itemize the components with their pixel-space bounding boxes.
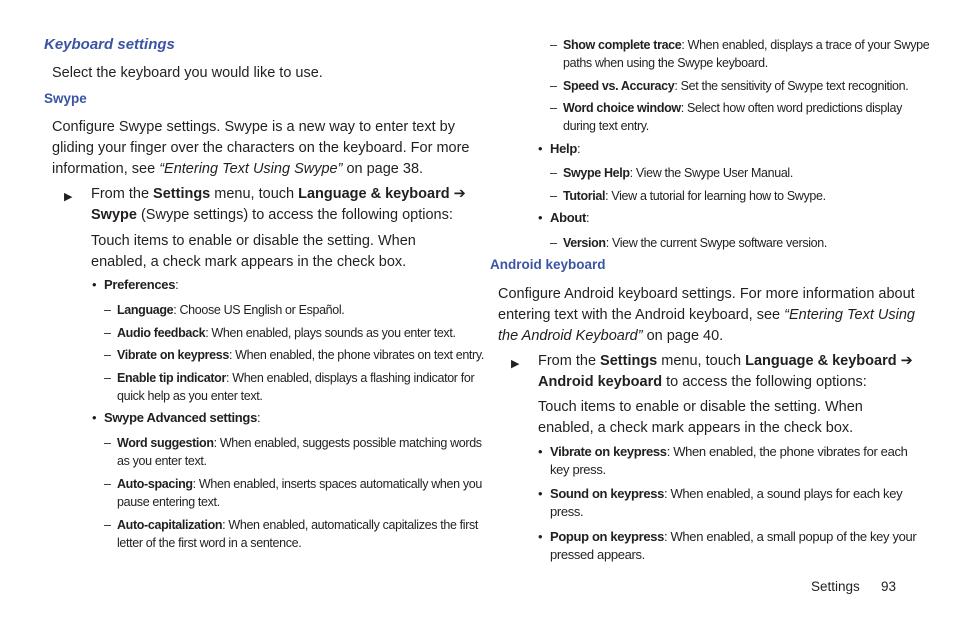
- option-vibrate-keypress: Vibrate on keypress: When enabled, the phone vibrates for each key press.: [550, 444, 908, 477]
- dash-icon: –: [104, 436, 111, 450]
- option-tip-indicator: Enable tip indicator: When enabled, displays a flashing indicator for quick help as you enter text.: [117, 371, 475, 403]
- bullet-icon: •: [538, 529, 543, 544]
- android-link[interactable]: “Entering Text Using: [784, 307, 915, 323]
- preferences-item: Preferences:: [104, 277, 179, 292]
- option-swype-help: Swype Help: View the Swype User Manual.: [563, 166, 793, 180]
- dash-icon: –: [550, 166, 557, 180]
- dash-icon: –: [104, 326, 111, 340]
- section-title: Keyboard settings: [44, 36, 175, 53]
- advanced-settings-item: Swype Advanced settings:: [104, 410, 261, 425]
- bullet-icon: •: [538, 210, 543, 225]
- dash-icon: –: [104, 348, 111, 362]
- android-paragraph: Configure Android keyboard settings. For more information about entering text with the Android keyboard, see “Entering Text Using the Android Keyboard” on page 40.: [498, 286, 915, 344]
- option-audio-feedback: Audio feedback: When enabled, plays sounds as you enter text.: [117, 326, 456, 340]
- swype-touch-note: Touch items to enable or disable the setting. When enabled, a check mark appears in the check box.: [91, 233, 416, 270]
- option-auto-capitalization: Auto-capitalization: When enabled, automatically capitalizes the first letter of the first word in a sentence.: [117, 518, 479, 550]
- help-item: Help:: [550, 141, 581, 156]
- bullet-icon: •: [538, 141, 543, 156]
- option-word-choice-window: Word choice window: Select how often word predictions display during text entry.: [563, 101, 902, 133]
- about-item: About:: [550, 210, 590, 225]
- android-heading: Android keyboard: [490, 257, 606, 272]
- dash-icon: –: [550, 189, 557, 203]
- swype-paragraph: Configure Swype settings. Swype is a new way to enter text by gliding your finger over the characters on the keyboard. For more information, see “Entering Text Using Swype” on page 38.: [52, 119, 470, 177]
- dash-icon: –: [550, 101, 557, 115]
- option-language: Language: Choose US English or Español.: [117, 303, 345, 317]
- option-show-complete-trace: Show complete trace: When enabled, displays a trace of your Swype paths when using the Swype keyboard.: [563, 38, 930, 70]
- dash-icon: –: [550, 79, 557, 93]
- dash-icon: –: [104, 518, 111, 532]
- footer-section: Settings: [811, 579, 860, 594]
- dash-icon: –: [104, 371, 111, 385]
- option-auto-spacing: Auto-spacing: When enabled, inserts spaces automatically when you pause entering text.: [117, 477, 482, 509]
- swype-step: From the Settings menu, touch Language & keyboard ➔ Swype (Swype settings) to access the following options:: [91, 186, 466, 223]
- option-popup-keypress: Popup on keypress: When enabled, a small popup of the key your pressed appears.: [550, 529, 917, 562]
- dash-icon: –: [550, 236, 557, 250]
- dash-icon: –: [104, 303, 111, 317]
- option-word-suggestion: Word suggestion: When enabled, suggests possible matching words as you enter text.: [117, 436, 482, 468]
- option-version: Version: View the current Swype software version.: [563, 236, 828, 250]
- android-touch-note: Touch items to enable or disable the setting. When enabled, a check mark appears in the check box.: [538, 399, 863, 436]
- option-speed-accuracy: Speed vs. Accuracy: Set the sensitivity of Swype text recognition.: [563, 79, 909, 93]
- swype-link[interactable]: “Entering Text Using Swype”: [159, 161, 343, 177]
- bullet-icon: •: [538, 444, 543, 459]
- step-arrow-icon: ▶: [64, 191, 73, 203]
- android-step: From the Settings menu, touch Language & keyboard ➔ Android keyboard to access the following options:: [538, 353, 913, 390]
- dash-icon: –: [104, 477, 111, 491]
- intro-text: Select the keyboard you would like to use.: [52, 65, 323, 81]
- step-arrow-icon: ▶: [511, 358, 520, 370]
- swype-heading: Swype: [44, 91, 87, 106]
- option-vibrate: Vibrate on keypress: When enabled, the phone vibrates on text entry.: [117, 348, 484, 362]
- option-tutorial: Tutorial: View a tutorial for learning how to Swype.: [563, 189, 826, 203]
- page-number: 93: [881, 579, 897, 594]
- bullet-icon: •: [92, 277, 97, 292]
- dash-icon: –: [550, 38, 557, 52]
- bullet-icon: •: [538, 486, 543, 501]
- option-sound-keypress: Sound on keypress: When enabled, a sound plays for each key press.: [550, 486, 903, 519]
- bullet-icon: •: [92, 410, 97, 425]
